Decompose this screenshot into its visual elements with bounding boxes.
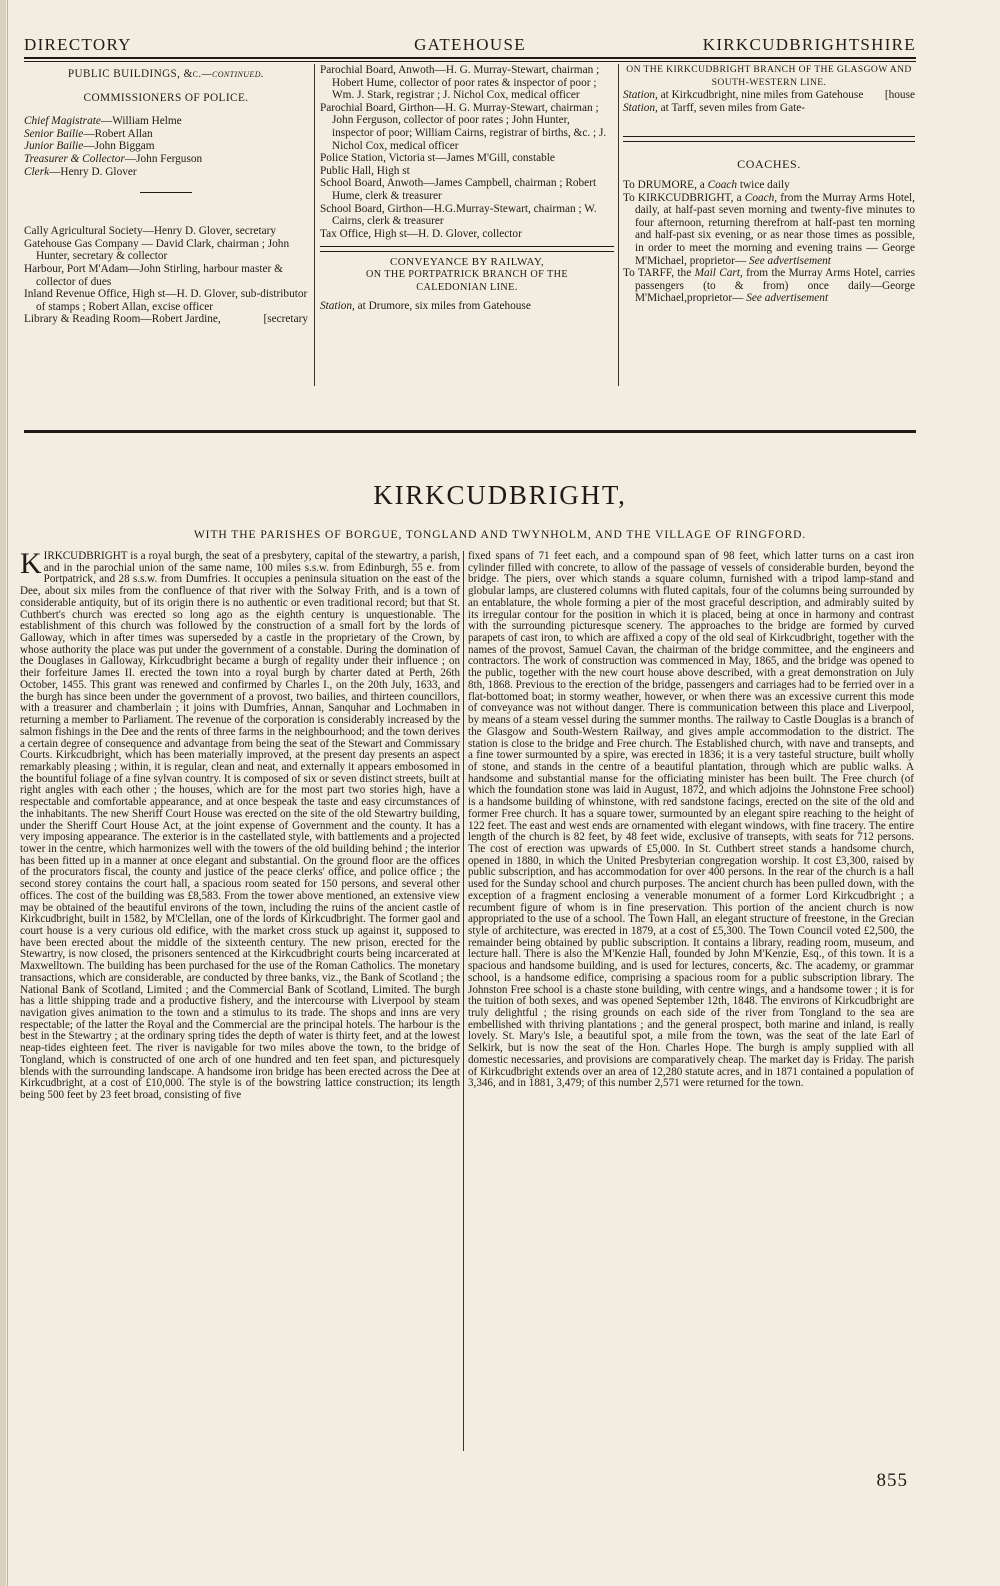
police-entry: Treasurer & Collector—John Ferguson — [24, 152, 203, 165]
column-divider — [618, 64, 619, 386]
directory-entry: School Board, Anwoth—James Campbell, chairman ; Robert Hume, clerk & treasurer — [320, 177, 597, 202]
section-rule — [24, 430, 916, 433]
directory-entry: School Board, Girthon—H.G.Murray-Stewart, chairman ; W. Cairns, clerk & treasurer — [320, 202, 597, 228]
police-list — [24, 115, 308, 178]
header-rule-thin — [24, 61, 916, 62]
police-entry: Chief Magistrate—William Helme — [24, 115, 182, 128]
column-divider — [463, 551, 464, 1451]
coach-entry: To DRUMORE, a Coach twice daily — [623, 178, 790, 191]
railway-subheading: ON THE PORTPATRICK BRANCH OF THE CALEDONIAN LINE. — [366, 268, 568, 293]
page-number: 855 — [876, 1470, 908, 1491]
public-buildings-heading: PUBLIC BUILDINGS, &c.—continued. — [67, 68, 265, 80]
directory-entry: Parochial Board, Anwoth—H. G. Murray-Stewart, chairman ; Hobert Hume, collector of poor rates & inspector of poor ; Wm. J. Stark, registrar ; J. Nichol Cox, medical officer — [320, 64, 600, 102]
coach-entry: To TARFF, the Mail Cart, from the Murray Arms Hotel, carries passengers (to & from) once daily—George M'Michael,proprietor— See advertisement — [623, 267, 915, 305]
directory-entry: Public Hall, High st — [320, 164, 410, 177]
directory-entry: Parochial Board, Girthon—H. G. Murray-Stewart, chairman ; John Ferguson, collector of poor rates ; John Hunter, inspector of poor; William Cairns, registrar of births, &c. ; J. Nichol Cox, medical officer — [320, 101, 607, 152]
article-column-2 — [468, 551, 914, 1090]
double-rule — [320, 246, 614, 252]
coaches-heading: COACHES. — [737, 157, 801, 172]
drop-cap: K — [20, 547, 42, 580]
article-subtitle: WITH THE PARISHES OF BORGUE, TONGLAND AND TWYNHOLM, AND THE VILLAGE OF RINGFORD. — [193, 528, 807, 541]
directory-entry: Tax Office, High st—H. D. Glover, collector — [320, 227, 522, 240]
header-center: GATEHOUSE — [414, 35, 526, 54]
running-header — [24, 34, 916, 56]
directory-entry: Harbour, Port M'Adam—John Stirling, harbour master & collector of dues — [24, 262, 283, 288]
article-title: KIRKCUDBRIGHT, — [373, 480, 627, 510]
station-entry: Station, at Tarff, seven miles from Gate- — [623, 101, 806, 114]
article-text: IRKCUDBRIGHT is a royal burgh, the seat of a presbytery, capital of the stewartry, a parish, and in the parochial union of the same name, 100 miles s.s.w. from Edinburgh, 55 e. from Portpatrick, and 28 s.s.w. from Dumfries. It occupies a peninsula situation on the east of the Dee, about six miles from the confluence of that river with the Solway Frith, and is a town of considerable antiquity, but of its origin there is no authentic or even traditional record; but that St. Cuthbert's church was erected so long ago as the eighth century is unquestionable. The establishment of this church was followed by the construction of a small fort by the lords of Galloway, which in after times was superseded by a castle in the proprietary of the Crown, by whose authority the place was put under the government of a constable. During the domination of the Douglases in Galloway, Kirkcudbright became a burgh of regality under their influence ; on their forfeiture James II. erected the town into a royal burgh by charter dated at Perth, 26th October, 1455. This grant was renewed and confirmed by Charles I., on the 20th July, 1633, and the burgh has since been under the government of a provost, two bailies, and thirteen councillors, with a treasurer and chamberlain ; it joins with Dumfries, Annan, Sanquhar and Lochmaben in returning a member to Parliament. The revenue of the corporation is considerably increased by the salmon fishings in the Dee and the rents of three farms in the neighbourhood; and the town derives a certain degree of consequence and advantage from being the seat of the Stewart and Commissary Courts. Kirkcudbright, which has been materially improved, at the present day presents an aspect remarkably pleasing ; within, it is regular, clean and neat, and externally it appears embosomed in the bountiful foliage of a fine sylvan country. It is composed of six or seven distinct streets, built at right angles with each other ; the houses, which are for the most part two stories high, have a respectable and comfortable appearance, and at once bespeak the taste and easy circumstances of the inhabitants. The new Sheriff Court House was erected on the site of the old Stewartry building, under the Sheriff Court House Act, at the joint expense of Government and the county. It has a very imposing appearance. The exterior is in the castellated style, with battlements and a projected tower in the centre, which harmonizes well with the towers of the old building behind ; the interior has been fitted up in a manner at once elegant and substantial. On the ground floor are the offices of the procurators fiscal, the county and justice of the peace clerks' office, and police office ; the second storey contains the court hall, a spacious room seated for 150 persons, and several other offices. The cost of the building was £8,583. From the tower above mentioned, an extensive view may be obtained of the beautiful environs of the town, including the ruins of the ancient castle of Kirkcudbright, built in 1582, by M'Clellan, one of the lords of Kirkcudbright. The former gaol and court house is a very curious old edifice, with the market cross stuck up against it, supposed to have been erected about the middle of the sixteenth century. The new prison, erected for the Stewartry, is now closed, the prisoners sentenced at the Kirkcudbright courts being incarcerated at Maxwelltown. The building has been purchased for the use of the Roman Catholics. The monetary transactions, which are considerable, are conducted by three banks, viz., the Bank of Scotland ; the National Bank of Scotland, Limited ; and the Commercial Bank of Scotland, Limited. The burgh has a little shipping trade and a productive fishery, and the intercourse with Liverpool by steam navigation gives animation to the town and a stimulus to its trade. The shops and inns are very respectable; of the latter the Royal and the Commercial are the principal hotels. The harbour is the best in the Stewartry ; at the ordinary spring tides the depth of water is thirty feet, and at the lowest neap-tides eighteen feet. The river is navigable for two miles above the town, to the bridge of Tongland, which is constructed of one arch of one hundred and ten feet span, and picturesquely blends with the surrounding landscape. A handsome iron bridge has been erected across the Dee at Kirkcudbright, at a cost of £10,000. The style is of the bowstring lattice construction; its length being 500 feet by 23 feet broad, consisting of five — [20, 550, 460, 1102]
directory-column-1 — [24, 68, 308, 326]
coach-entry: To KIRKCUDBRIGHT, a Coach, from the Murray Arms Hotel, daily, at half-past seven morning and twenty-five minutes to four afternoon, returning therefrom at half-past ten morning and half-past six evening, or as near those times as possible, in order to meet the morning and evening trains — George M'Michael, proprietor— See advertisement — [623, 191, 915, 267]
railway-subheading: ON THE KIRKCUDBRIGHT BRANCH OF THE GLASGOW AND SOUTH-WESTERN LINE. — [626, 64, 912, 88]
police-entry: Clerk—Henry D. Glover — [24, 165, 137, 178]
directory-column-2 — [320, 64, 614, 313]
page-binding-edge — [0, 0, 6, 1586]
article-column-1 — [20, 547, 460, 1102]
police-heading: COMMISSIONERS OF POLICE. — [83, 91, 249, 104]
header-rule — [24, 57, 916, 59]
police-entry: Junior Bailie—John Biggam — [24, 140, 155, 153]
article-text: fixed spans of 71 feet each, and a compound span of 98 feet, which latter turns on a cast iron cylinder filled with concrete, to allow of the passage of vessels of considerable burden, beyond the bridge. The piers, over which stands a square column, furnished with a tripod lamp-stand and globular lamps, are clustered columns with fluted capitals, four of the columns being surrounded by an entablature, the whole forming a pier of the most graceful description, and admirably suited by its irregular contour for the position in which it is placed, being at once in harmony and contrast with the surrounding picturesque scenery. The approaches to the bridge are formed by curved parapets of cast iron, to which are affixed a copy of the old seal of Kirkcudbright, together with the names of the provost, Samuel Cavan, the chairman of the bridge committee, and the engineers and contractors. The work of construction was commenced in May, 1865, and the bridge was opened to the public, together with the new court house above described, with a great demonstration on July 8th, 1868. Previous to the erection of the bridge, passengers and carriages had to be ferried over in a flat-bottomed boat; in stormy weather, however, or when there was an excessive current this mode of conveyance was not without danger. There is communication between this place and Liverpool, by means of a steam vessel during the summer months. The railway to Castle Douglas is a branch of the Glasgow and South-Western Railway, and gives ample accommodation to the district. The station is close to the bridge and Free church. The Established church, with nave and transepts, and a fine tower surmounted by a spire, was erected in 1836; it is a very tasteful structure, built wholly of stone, and stands in the centre of a beautiful plantation, through which are public walks. A handsome and substantial manse for the officiating minister has been built. The Free church (of which the foundation stone was laid in August, 1872, and which adjoins the Johnstone Free school) is a handsome building of whinstone, with red sandstone facings, erected on the site of the old and former Free church. It has a square tower, surmounted by an elegant spire reaching to the height of 122 feet. The east and west ends are ornamented with elegant windows, with fine tracery. The entire length of the church is 82 feet, by 48 feet wide, exclusive of transepts, with seats for 712 persons. The cost of erection was upwards of £5,000. In St. Cuthbert street stands a handsome church, opened in 1880, in which the United Presbyterian congregation worship. It cost £3,300, raised by public subscription, and has accommodation for over 400 persons. In the rear of the church is a hall used for the Sunday school and church purposes. The ancient church has been pulled down, with the exception of a fragment enclosing a venerable monument of a former Lord Kirkcudbright ; a recumbent figure of whom is in fine preservation. This portion of the ancient church is now appropriated to the use of a school. The Town Hall, an elegant structure of freestone, in the Grecian style of architecture, was erected in 1879, at a cost of £5,300. The Town Council voted £2,500, the remainder being obtained by public subscription. It contains a library, reading room, museum, and lecture hall. There is also the M'Kenzie Hall, founded by John M'Kenzie, Esq., of this town. It is a spacious and handsome building, and is used for lectures, concerts, &c. The academy, or grammar school, is a handsome edifice, comprising a spacious room for a public subscription library. The Johnston Free school is a chaste stone building, with centre wings, and a handsome tower ; it is for the tuition of both sexes, and was opened September 12th, 1848. The environs of Kirkcudbright are truly delightful ; the rising grounds on each side of the river from Tongland to the sea are embellished with thriving plantations ; and the general prospect, both marine and inland, is really lovely. St. Mary's Isle, a beautiful spot, a mile from the town, was the seat of the late Earl of Selkirk, but is now the seat of the Hon. Charles Hope. The burgh is amply supplied with all domestic necessaries, and provisions are comparatively cheap. The market day is Friday. The parish of Kirkcudbright extends over an area of 12,280 statute acres, and in 1871 contained a population of 3,346, and in 1881, 3,479; of this number 2,571 were returned for the town. — [468, 550, 914, 1090]
directory-entry: Cally Agricultural Society—Henry D. Glover, secretary — [24, 225, 277, 238]
station-entry: Station, at Kirkcudbright, nine miles from Gatehouse [house — [623, 89, 915, 102]
station-entry: Station, at Drumore, six miles from Gatehouse — [320, 300, 531, 313]
column-divider — [314, 64, 315, 386]
page-binding-line — [7, 0, 8, 1586]
separator-dash — [140, 192, 192, 193]
police-entry: Senior Bailie—Robert Allan — [24, 127, 153, 140]
directory-entry: Police Station, Victoria st—James M'Gill, constable — [320, 152, 555, 165]
double-rule — [623, 136, 915, 142]
directory-column-3 — [623, 64, 915, 305]
header-right: KIRKCUDBRIGHTSHIRE — [702, 35, 916, 54]
railway-heading: CONVEYANCE BY RAILWAY, — [390, 256, 544, 269]
directory-entry: Gatehouse Gas Company — David Clark, chairman ; John Hunter, secretary & collector — [24, 237, 290, 263]
directory-entry: Inland Revenue Office, High st—H. D. Glover, sub-distributor of stamps ; Robert Allan, excise officer — [24, 288, 308, 313]
header-left: DIRECTORY — [24, 35, 132, 54]
directory-entry: Library & Reading Room—Robert Jardine, [secretary — [24, 313, 308, 326]
